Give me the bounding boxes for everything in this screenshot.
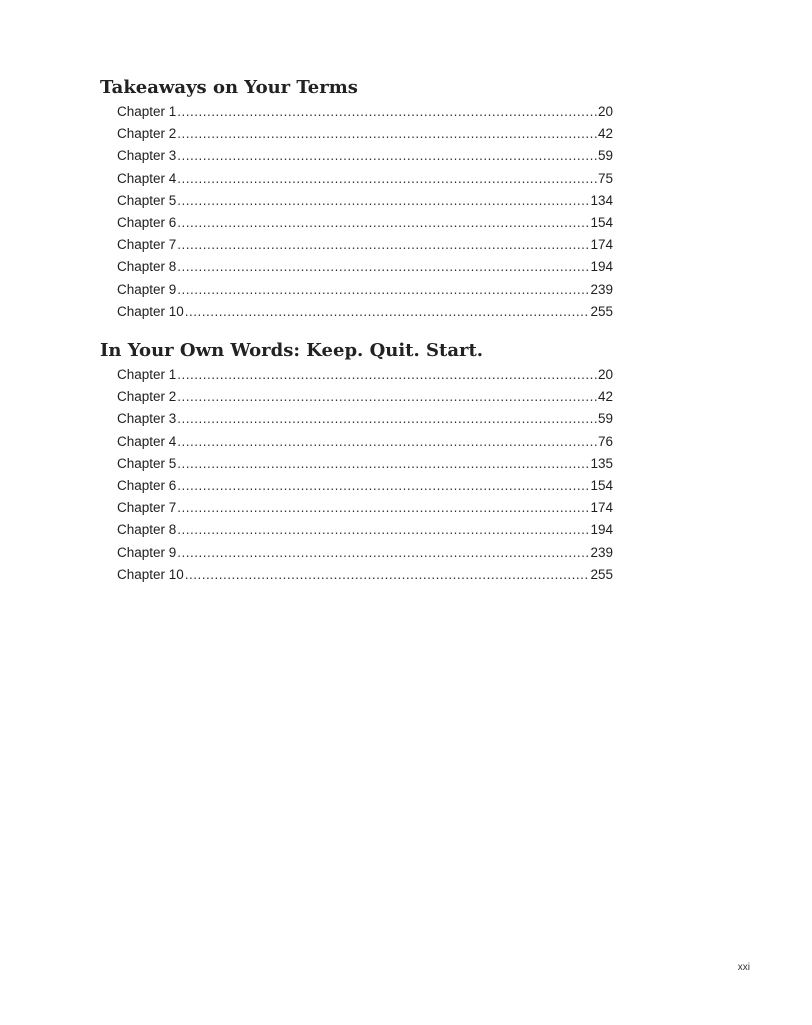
dot-leader [177,497,589,519]
toc-entry-label: Chapter 7 [117,237,177,253]
dot-leader [177,364,597,386]
toc-list [100,364,620,586]
toc-entry-chapter-10[interactable] [117,301,613,323]
dot-leader [177,212,589,234]
toc-entry-page: 154 [590,214,613,230]
toc-list [100,101,620,323]
dot-leader [177,123,597,145]
toc-entry-page: 76 [597,433,613,449]
toc-entry-page: 75 [597,170,613,186]
toc-entry-label: Chapter 10 [117,303,184,319]
toc-entry-page: 59 [597,148,613,164]
dot-leader [177,408,597,430]
toc-section-in-your-own-words [100,339,620,586]
toc-entry-chapter-6[interactable] [117,212,613,234]
toc-entry-label: Chapter 3 [117,411,177,427]
dot-leader [177,101,597,123]
dot-leader [177,145,597,167]
dot-leader [185,301,590,323]
toc-entry-label: Chapter 2 [117,389,177,405]
toc-entry-label: Chapter 6 [117,214,177,230]
toc-entry-label: Chapter 9 [117,544,177,560]
section-title: In Your Own Words: Keep. Quit. Start. [100,340,484,361]
toc-entry-label: Chapter 5 [117,455,177,471]
toc-entry-label: Chapter 8 [117,522,177,538]
toc-entry-chapter-5[interactable] [117,190,613,212]
toc-entry-page: 154 [590,477,613,493]
toc-entry-chapter-5[interactable] [117,453,613,475]
toc-entry-chapter-9[interactable] [117,542,613,564]
toc-entry-page: 42 [597,126,613,142]
toc-entry-chapter-7[interactable] [117,234,613,256]
toc-entry-chapter-2[interactable] [117,123,613,145]
toc-entry-label: Chapter 7 [117,500,177,516]
toc-entry-chapter-1[interactable] [117,101,613,123]
dot-leader [177,279,589,301]
toc-entry-label: Chapter 1 [117,367,177,382]
toc-entry-chapter-3[interactable] [117,408,613,430]
toc-entry-chapter-7[interactable] [117,497,613,519]
toc-entry-page: 239 [590,544,613,560]
dot-leader [177,542,589,564]
toc-entry-page: 42 [597,389,613,405]
toc-entry-label: Chapter 8 [117,259,177,275]
toc-section-takeaways [100,76,620,323]
toc-entry-chapter-10[interactable] [117,564,613,586]
toc-entry-label: Chapter 2 [117,126,177,142]
toc-entry-chapter-3[interactable] [117,145,613,167]
toc-entry-page: 135 [590,455,613,471]
toc-entry-label: Chapter 3 [117,148,177,164]
toc-entry-chapter-8[interactable] [117,519,613,541]
toc-entry-page: 174 [590,237,613,253]
toc-entry-chapter-4[interactable] [117,168,613,190]
toc-entry-chapter-4[interactable] [117,431,613,453]
dot-leader [177,453,589,475]
toc-entry-page: 20 [597,367,613,382]
toc-entry-label: Chapter 4 [117,170,177,186]
section-title: Takeaways on Your Terms [100,77,358,98]
toc-entry-chapter-2[interactable] [117,386,613,408]
toc-entry-label: Chapter 10 [117,566,184,582]
dot-leader [177,256,589,278]
toc-entry-label: Chapter 9 [117,281,177,297]
dot-leader [177,519,589,541]
toc-entry-page: 20 [597,104,613,119]
toc-entry-page: 134 [590,192,613,208]
dot-leader [177,190,589,212]
toc-entry-label: Chapter 6 [117,477,177,493]
toc-entry-chapter-8[interactable] [117,256,613,278]
toc-entry-page: 255 [590,303,613,319]
toc-entry-label: Chapter 5 [117,192,177,208]
toc-entry-page: 59 [597,411,613,427]
toc-entry-chapter-1[interactable] [117,364,613,386]
toc-entry-page: 194 [590,522,613,538]
page-number: xxi [737,962,750,973]
toc-entry-page: 194 [590,259,613,275]
dot-leader [177,386,597,408]
toc-entry-page: 255 [590,566,613,582]
dot-leader [177,431,597,453]
toc-entry-page: 239 [590,281,613,297]
dot-leader [177,234,589,256]
toc-entry-page: 174 [590,500,613,516]
toc-entry-label: Chapter 1 [117,104,177,119]
toc-entry-chapter-6[interactable] [117,475,613,497]
dot-leader [185,564,590,586]
toc-entry-chapter-9[interactable] [117,279,613,301]
dot-leader [177,168,597,190]
dot-leader [177,475,589,497]
toc-entry-label: Chapter 4 [117,433,177,449]
